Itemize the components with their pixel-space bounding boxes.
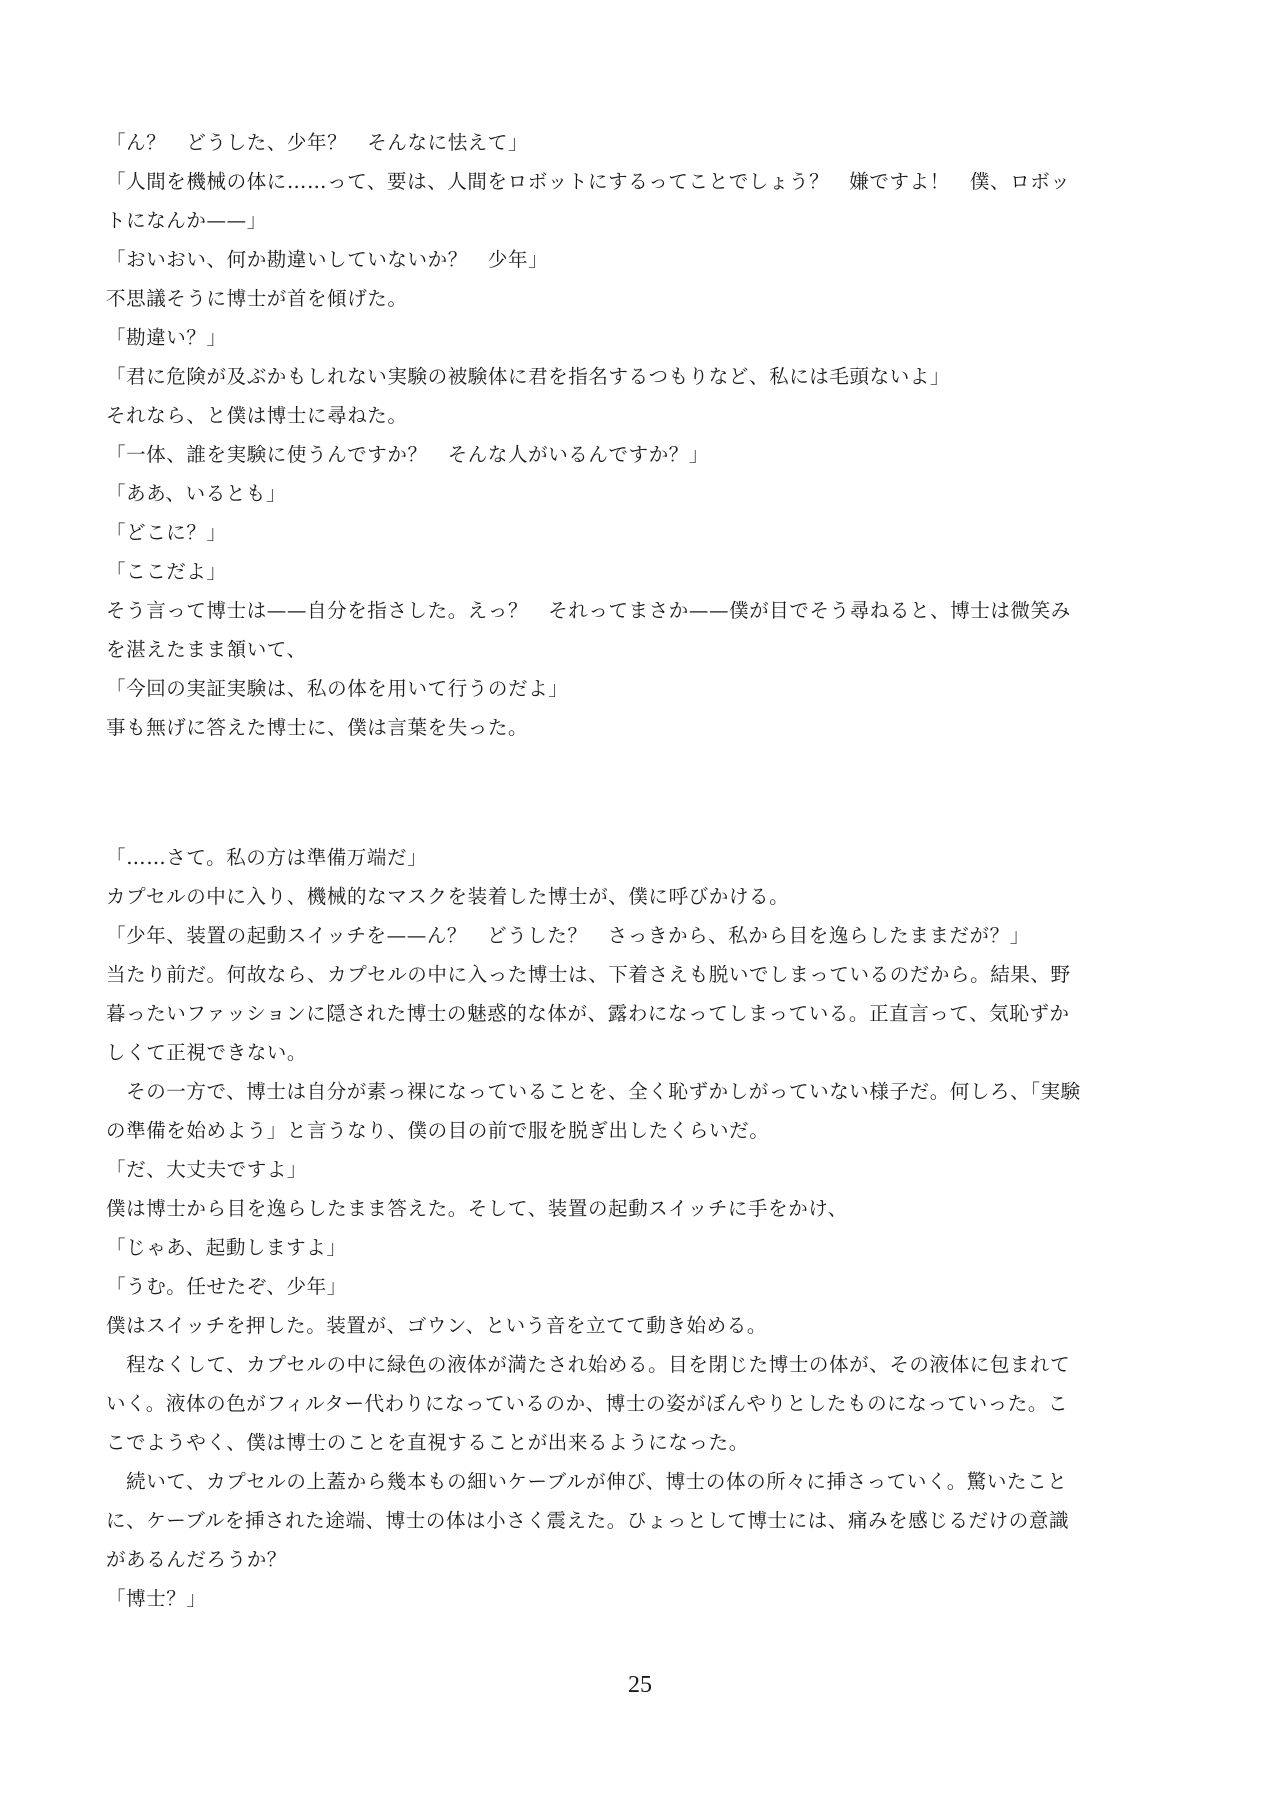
text-line: 僕はスイッチを押した。装置が、ゴウン、という音を立てて動き始める。 bbox=[106, 1314, 767, 1337]
text-line: 当たり前だ。何故なら、カプセルの中に入った博士は、下着さえも脱いでしまっているのだから。結果、野 bbox=[106, 963, 1071, 986]
text-line: それなら、と僕は博士に尋ねた。 bbox=[106, 404, 408, 427]
text-line: があるんだろうか？ bbox=[106, 1548, 287, 1571]
text-line: 「博士？」 bbox=[106, 1587, 207, 1610]
text-line: 「ここだよ」 bbox=[106, 560, 227, 583]
text-line: 程なくして、カプセルの中に緑色の液体が満たされ始める。目を閉じた博士の体が、その液体に包まれて bbox=[106, 1353, 1071, 1376]
text-line: 続いて、カプセルの上蓋から幾本もの細いケーブルが伸び、博士の体の所々に挿さっていく。驚いたこと bbox=[106, 1470, 1068, 1493]
text-line: トになんか——」 bbox=[106, 209, 267, 232]
text-line: 「じゃあ、起動しますよ」 bbox=[106, 1236, 347, 1259]
text-line: 「君に危険が及ぶかもしれない実験の被験体に君を指名するつもりなど、私には毛頭ないよ」 bbox=[106, 365, 951, 388]
text-line: 「少年、装置の起動スイッチを——ん？ どうした？ さっきから、私から目を逸らしたままだが？」 bbox=[106, 924, 1030, 947]
text-line: 不思議そうに博士が首を傾げた。 bbox=[106, 287, 408, 310]
text-line: を湛えたまま頷いて、 bbox=[106, 638, 307, 661]
text-line: 「今回の実証実験は、私の体を用いて行うのだよ」 bbox=[106, 677, 569, 700]
text-line: 「どこに？」 bbox=[106, 521, 227, 544]
page-number: 25 bbox=[628, 1672, 652, 1698]
text-line: いく。液体の色がフィルター代わりになっているのか、博士の姿がぼんやりとしたものになっていった。こ bbox=[106, 1392, 1069, 1415]
text-line: その一方で、博士は自分が素っ裸になっていることを、全く恥ずかしがっていない様子だ。何しろ、「実験 bbox=[106, 1080, 1081, 1103]
text-line: 「人間を機械の体に……って、要は、人間をロボットにするってことでしょう？ 嫌ですよ！ 僕、ロボッ bbox=[106, 170, 1071, 193]
text-line: 「……さて。私の方は準備万端だ」 bbox=[106, 846, 428, 869]
text-line: カプセルの中に入り、機械的なマスクを装着した博士が、僕に呼びかける。 bbox=[106, 885, 790, 908]
text-line: しくて正視できない。 bbox=[106, 1041, 308, 1064]
text-line: 「勘違い？」 bbox=[106, 326, 227, 349]
text-line: の準備を始めよう」と言うなり、僕の目の前で服を脱ぎ出したくらいだ。 bbox=[106, 1119, 770, 1142]
text-line: こでようやく、僕は博士のことを直視することが出来るようになった。 bbox=[106, 1431, 749, 1454]
text-line: 「ん？ どうした、少年？ そんなに怯えて」 bbox=[106, 131, 529, 154]
text-line: 「一体、誰を実験に使うんですか？ そんな人がいるんですか？」 bbox=[106, 443, 710, 466]
text-line: 「うむ。任せたぞ、少年」 bbox=[106, 1275, 347, 1298]
text-line: 「おいおい、何か勘違いしていないか？ 少年」 bbox=[106, 248, 549, 271]
text-line: に、ケーブルを挿された途端、博士の体は小さく震えた。ひょっとして博士には、痛みを感じるだけの意識 bbox=[106, 1509, 1070, 1532]
text-line: 暮ったいファッションに隠された博士の魅惑的な体が、露わになってしまっている。正直言って、気恥ずか bbox=[106, 1002, 1070, 1025]
text-line: 「ああ、いるとも」 bbox=[106, 482, 287, 505]
text-line: 僕は博士から目を逸らしたまま答えた。そして、装置の起動スイッチに手をかけ、 bbox=[106, 1197, 848, 1220]
text-line: 事も無げに答えた博士に、僕は言葉を失った。 bbox=[106, 716, 529, 739]
text-line: そう言って博士は——自分を指さした。えっ？ それってまさか——僕が目でそう尋ねると、博士は微笑み bbox=[106, 599, 1071, 622]
text-line: 「だ、大丈夫ですよ」 bbox=[106, 1158, 308, 1181]
